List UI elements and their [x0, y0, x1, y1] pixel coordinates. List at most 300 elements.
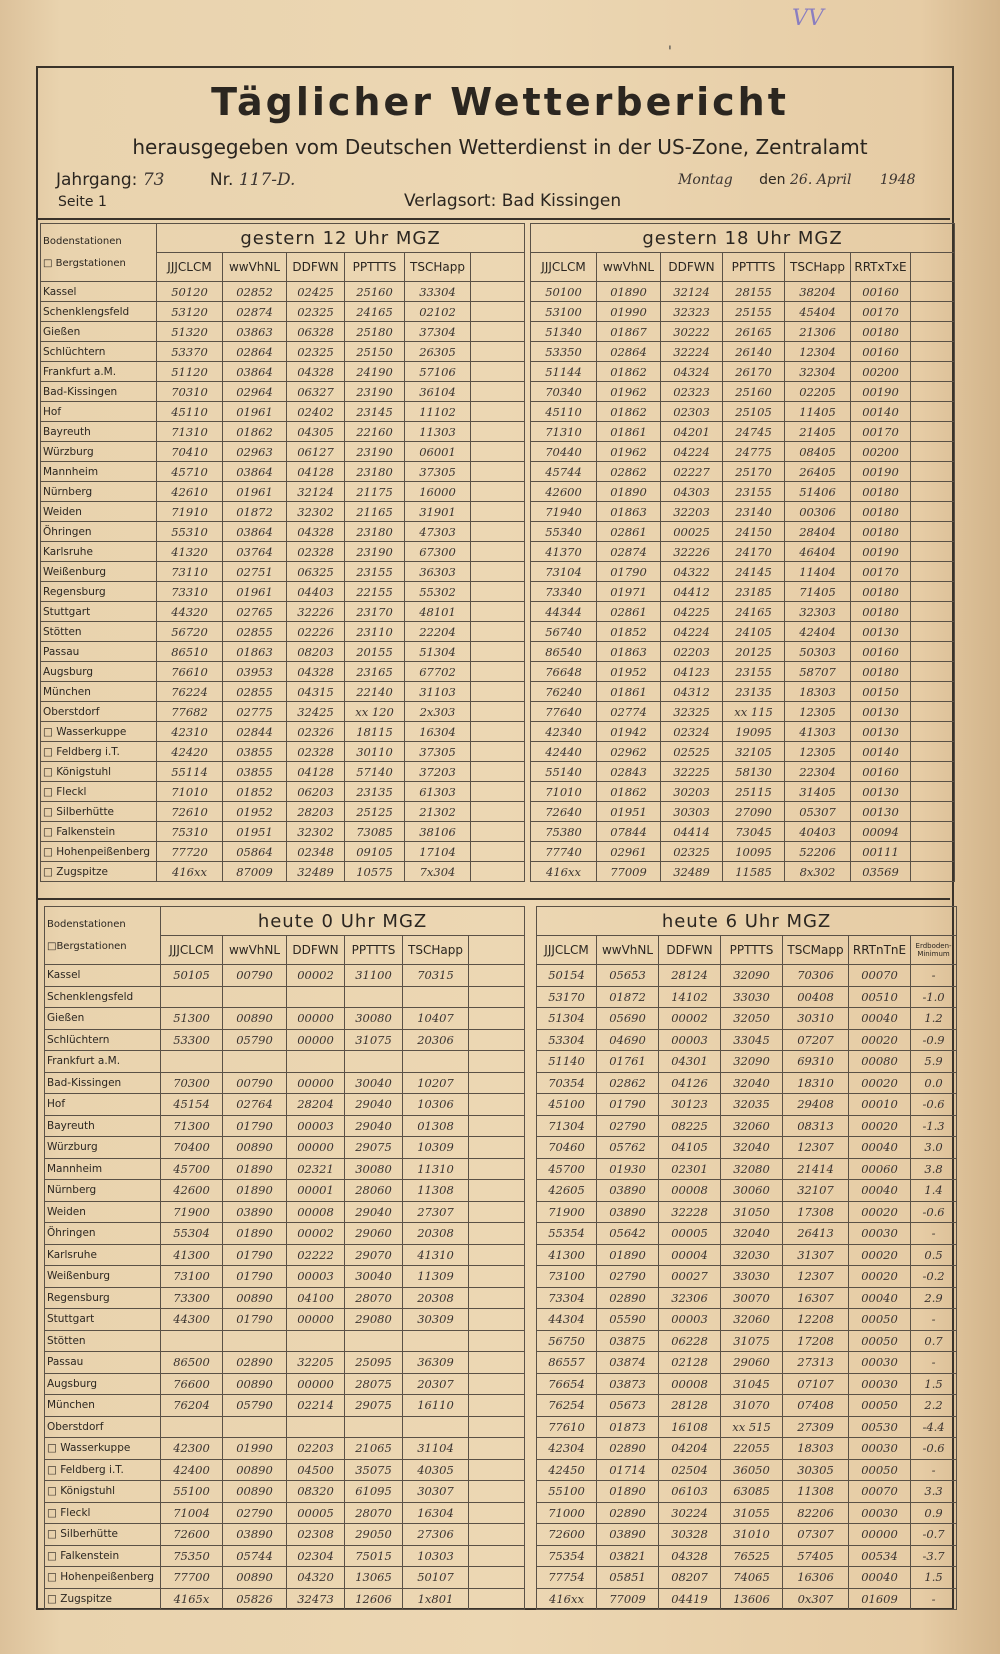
blank-cell: [471, 662, 525, 682]
value-cell: 00070: [849, 965, 911, 987]
value-cell: 73310: [157, 582, 223, 602]
value-cell: 01951: [597, 802, 661, 822]
table-row: [45, 965, 525, 987]
table-row: [531, 322, 955, 342]
value-cell: 00130: [851, 702, 911, 722]
value-cell: 03855: [223, 742, 287, 762]
value-cell: 44300: [161, 1309, 223, 1331]
value-cell: 18310: [783, 1072, 849, 1094]
value-cell: 12307: [783, 1137, 849, 1159]
value-cell: 05826: [223, 1588, 287, 1610]
blank-cell: [471, 722, 525, 742]
value-cell: 02890: [223, 1352, 287, 1374]
blank-cell: [469, 1524, 525, 1546]
table-heute-6: [536, 906, 957, 1610]
value-cell: 00003: [659, 1029, 721, 1051]
value-cell: 24170: [723, 542, 785, 562]
value-cell: 02775: [223, 702, 287, 722]
table-row: [41, 682, 525, 702]
table-row: [41, 782, 525, 802]
value-cell: 16110: [403, 1395, 469, 1417]
value-cell: -: [911, 1223, 957, 1245]
value-cell: 04105: [659, 1137, 721, 1159]
value-cell: 3.3: [911, 1481, 957, 1503]
value-cell: 01714: [597, 1459, 659, 1481]
value-cell: 03855: [223, 762, 287, 782]
value-cell: 73045: [723, 822, 785, 842]
table-row: [41, 402, 525, 422]
table-row: [531, 782, 955, 802]
blank-cell: [471, 502, 525, 522]
column-header: wwVhNL: [597, 936, 659, 965]
value-cell: 03864: [223, 462, 287, 482]
value-cell: 28075: [345, 1373, 403, 1395]
value-cell: 02855: [223, 622, 287, 642]
value-cell: 30080: [345, 1008, 403, 1030]
value-cell: 00200: [851, 442, 911, 462]
value-cell: 00200: [851, 362, 911, 382]
value-cell: 03875: [597, 1330, 659, 1352]
value-cell: 16108: [659, 1416, 721, 1438]
value-cell: 30040: [345, 1266, 403, 1288]
value-cell: 50100: [531, 282, 597, 302]
value-cell: [223, 1330, 287, 1352]
table-row: [45, 1115, 525, 1137]
value-cell: 71900: [537, 1201, 597, 1223]
table-row: [41, 762, 525, 782]
jahrgang-value: 73: [142, 170, 165, 190]
value-cell: 50107: [403, 1567, 469, 1589]
value-cell: 01952: [223, 802, 287, 822]
value-cell: 00180: [851, 322, 911, 342]
value-cell: 27307: [403, 1201, 469, 1223]
value-cell: 21175: [345, 482, 405, 502]
value-cell: 04224: [661, 622, 723, 642]
value-cell: 67702: [405, 662, 471, 682]
table-row: [531, 762, 955, 782]
table-row: [41, 362, 525, 382]
value-cell: 77700: [161, 1567, 223, 1589]
value-cell: 55302: [405, 582, 471, 602]
blank-cell: [471, 282, 525, 302]
blank-cell: [469, 1051, 525, 1073]
jahrgang-line: [56, 170, 295, 190]
value-cell: 42340: [531, 722, 597, 742]
value-cell: 00180: [851, 662, 911, 682]
blank-cell: [911, 502, 955, 522]
value-cell: 50154: [537, 965, 597, 987]
station-name: Weißenburg: [41, 562, 157, 582]
value-cell: 31104: [403, 1438, 469, 1460]
value-cell: 01609: [849, 1588, 911, 1610]
value-cell: 03569: [851, 862, 911, 882]
table-row: [41, 382, 525, 402]
value-cell: 416xx: [537, 1588, 597, 1610]
value-cell: 18303: [783, 1438, 849, 1460]
value-cell: 3.0: [911, 1137, 957, 1159]
blank-cell: [469, 1115, 525, 1137]
table-row: [45, 1395, 525, 1417]
table-row: [531, 502, 955, 522]
value-cell: 30222: [661, 322, 723, 342]
value-cell: 77720: [157, 842, 223, 862]
table-row: [45, 1481, 525, 1503]
value-cell: 01761: [597, 1051, 659, 1073]
value-cell: 53100: [531, 302, 597, 322]
value-cell: 03890: [223, 1524, 287, 1546]
table-row: [41, 282, 525, 302]
value-cell: 76525: [721, 1545, 783, 1567]
blank-cell: [471, 482, 525, 502]
value-cell: 29050: [345, 1524, 403, 1546]
blank-cell: [469, 1287, 525, 1309]
table-row: [531, 822, 955, 842]
value-cell: 32226: [287, 602, 345, 622]
table-row: [45, 1051, 525, 1073]
table-row: [537, 1330, 957, 1352]
blank-cell: [471, 462, 525, 482]
station-name: Bad-Kissingen: [41, 382, 157, 402]
column-header: wwVhNL: [597, 253, 661, 282]
value-cell: 00890: [223, 1373, 287, 1395]
table-row: [537, 1459, 957, 1481]
value-cell: 44304: [537, 1309, 597, 1331]
value-cell: 58130: [723, 762, 785, 782]
value-cell: 02855: [223, 682, 287, 702]
value-cell: 02525: [661, 742, 723, 762]
value-cell: 08320: [287, 1481, 345, 1503]
value-cell: 00160: [851, 342, 911, 362]
value-cell: 02328: [287, 742, 345, 762]
table-row: [537, 1094, 957, 1116]
value-cell: 29040: [345, 1094, 403, 1116]
value-cell: 29075: [345, 1395, 403, 1417]
blank-header-cell: [469, 936, 525, 965]
value-cell: 31307: [783, 1244, 849, 1266]
table-row: [41, 802, 525, 822]
table-row: [41, 502, 525, 522]
value-cell: 29075: [345, 1137, 403, 1159]
value-cell: 00180: [851, 582, 911, 602]
blank-cell: [469, 1502, 525, 1524]
table-row: [531, 702, 955, 722]
value-cell: 36303: [405, 562, 471, 582]
value-cell: 50120: [157, 282, 223, 302]
station-name: Bayreuth: [45, 1115, 161, 1137]
blank-cell: [911, 282, 955, 302]
value-cell: 75354: [537, 1545, 597, 1567]
table-row: [531, 682, 955, 702]
value-cell: 32035: [721, 1094, 783, 1116]
column-header: JJJCLCM: [157, 253, 223, 282]
value-cell: 30203: [661, 782, 723, 802]
table-row: [537, 1438, 957, 1460]
value-cell: 33030: [721, 986, 783, 1008]
value-cell: 01961: [223, 582, 287, 602]
blank-cell: [469, 1029, 525, 1051]
station-header-berg: □Bergstationen: [47, 940, 127, 952]
table-row: [45, 1567, 525, 1589]
value-cell: 23110: [345, 622, 405, 642]
value-cell: [403, 1051, 469, 1073]
value-cell: 00030: [849, 1502, 911, 1524]
value-cell: 56740: [531, 622, 597, 642]
value-cell: 42300: [161, 1438, 223, 1460]
value-cell: 53300: [161, 1029, 223, 1051]
value-cell: 03821: [597, 1545, 659, 1567]
table-row: [531, 402, 955, 422]
value-cell: 77640: [531, 702, 597, 722]
value-cell: 45744: [531, 462, 597, 482]
value-cell: 37305: [405, 742, 471, 762]
station-name: □ Königstuhl: [45, 1481, 161, 1503]
value-cell: 42450: [537, 1459, 597, 1481]
table-row: [537, 1223, 957, 1245]
value-cell: 75015: [345, 1545, 403, 1567]
value-cell: 70410: [157, 442, 223, 462]
blank-cell: [911, 362, 955, 382]
value-cell: 00050: [849, 1309, 911, 1331]
value-cell: 23180: [345, 462, 405, 482]
value-cell: 29060: [721, 1352, 783, 1374]
blank-cell: [911, 422, 955, 442]
value-cell: 31405: [785, 782, 851, 802]
value-cell: 24165: [723, 602, 785, 622]
value-cell: 02222: [287, 1244, 345, 1266]
value-cell: 32040: [721, 1223, 783, 1245]
den-label: den: [759, 172, 786, 188]
value-cell: 08203: [287, 642, 345, 662]
value-cell: 08225: [659, 1115, 721, 1137]
value-cell: 71304: [537, 1115, 597, 1137]
value-cell: 24190: [345, 362, 405, 382]
value-cell: 00027: [659, 1266, 721, 1288]
value-cell: 0.0: [911, 1072, 957, 1094]
table-row: [45, 1223, 525, 1245]
value-cell: 01790: [597, 562, 661, 582]
blank-cell: [911, 522, 955, 542]
value-cell: 82206: [783, 1502, 849, 1524]
value-cell: 24165: [345, 302, 405, 322]
blank-cell: [471, 542, 525, 562]
blank-cell: [911, 542, 955, 562]
table-row: [41, 422, 525, 442]
column-header: RRTxTxE: [851, 253, 911, 282]
value-cell: 00150: [851, 682, 911, 702]
column-header: JJJCLCM: [531, 253, 597, 282]
value-cell: 05673: [597, 1395, 659, 1417]
value-cell: 01790: [223, 1244, 287, 1266]
value-cell: 45100: [537, 1094, 597, 1116]
value-cell: 00890: [223, 1008, 287, 1030]
value-cell: 00008: [659, 1180, 721, 1202]
value-cell: 06103: [659, 1481, 721, 1503]
value-cell: xx 120: [345, 702, 405, 722]
blank-cell: [911, 482, 955, 502]
blank-cell: [911, 622, 955, 642]
value-cell: 03890: [223, 1201, 287, 1223]
value-cell: [403, 1416, 469, 1438]
table-row: [537, 1158, 957, 1180]
value-cell: 02844: [223, 722, 287, 742]
value-cell: 42310: [157, 722, 223, 742]
station-name: Karlsruhe: [45, 1244, 161, 1266]
value-cell: 51304: [405, 642, 471, 662]
table-row: [45, 1330, 525, 1352]
value-cell: 75310: [157, 822, 223, 842]
value-cell: 21302: [405, 802, 471, 822]
value-cell: 32302: [287, 502, 345, 522]
value-cell: 04315: [287, 682, 345, 702]
value-cell: 51120: [157, 362, 223, 382]
station-name: Weißenburg: [45, 1266, 161, 1288]
value-cell: 05864: [223, 842, 287, 862]
value-cell: 04312: [661, 682, 723, 702]
value-cell: 02864: [597, 342, 661, 362]
value-cell: 40403: [785, 822, 851, 842]
value-cell: 01873: [597, 1416, 659, 1438]
value-cell: 03874: [597, 1352, 659, 1374]
value-cell: 23185: [723, 582, 785, 602]
value-cell: 01790: [597, 1094, 659, 1116]
blank-cell: [911, 702, 955, 722]
value-cell: 02751: [223, 562, 287, 582]
value-cell: 04201: [661, 422, 723, 442]
table-row: [537, 1502, 957, 1524]
value-cell: 01890: [597, 482, 661, 502]
table-row: [45, 1137, 525, 1159]
table-row: [531, 582, 955, 602]
value-cell: 30110: [345, 742, 405, 762]
value-cell: 00060: [849, 1158, 911, 1180]
value-cell: 07408: [783, 1395, 849, 1417]
value-cell: 32473: [287, 1588, 345, 1610]
blank-cell: [469, 1416, 525, 1438]
value-cell: 20307: [403, 1373, 469, 1395]
value-cell: 31070: [721, 1395, 783, 1417]
table-row: [537, 1481, 957, 1503]
value-cell: 00020: [849, 1201, 911, 1223]
value-cell: 77754: [537, 1567, 597, 1589]
blank-cell: [911, 862, 955, 882]
value-cell: 75350: [161, 1545, 223, 1567]
blank-cell: [911, 822, 955, 842]
value-cell: 17308: [783, 1201, 849, 1223]
value-cell: 01990: [597, 302, 661, 322]
value-cell: [223, 986, 287, 1008]
blank-cell: [469, 1094, 525, 1116]
tick-mark: ': [668, 44, 672, 60]
value-cell: 27309: [783, 1416, 849, 1438]
table-row: [41, 642, 525, 662]
value-cell: 17208: [783, 1330, 849, 1352]
value-cell: 10095: [723, 842, 785, 862]
value-cell: 01962: [597, 382, 661, 402]
column-header: TSCHapp: [405, 253, 471, 282]
blank-cell: [911, 842, 955, 862]
blank-cell: [469, 1158, 525, 1180]
value-cell: 00030: [849, 1352, 911, 1374]
value-cell: 00001: [287, 1180, 345, 1202]
station-name: Schlüchtern: [45, 1029, 161, 1051]
value-cell: 416xx: [157, 862, 223, 882]
verlagsort: Verlagsort: Bad Kissingen: [404, 191, 622, 211]
value-cell: 12307: [783, 1266, 849, 1288]
value-cell: 70460: [537, 1137, 597, 1159]
table-row: [45, 1094, 525, 1116]
value-cell: 16000: [405, 482, 471, 502]
blank-cell: [911, 462, 955, 482]
value-cell: 04303: [661, 482, 723, 502]
table-row: [537, 1309, 957, 1331]
station-name: Mannheim: [45, 1158, 161, 1180]
value-cell: 73110: [157, 562, 223, 582]
value-cell: 32105: [723, 742, 785, 762]
value-cell: 07307: [783, 1524, 849, 1546]
column-header: TSCHapp: [403, 936, 469, 965]
blank-cell: [469, 1588, 525, 1610]
value-cell: 53350: [531, 342, 597, 362]
value-cell: 00130: [851, 622, 911, 642]
table-row: [531, 662, 955, 682]
value-cell: 77610: [537, 1416, 597, 1438]
station-name: Schenklengsfeld: [41, 302, 157, 322]
value-cell: [161, 1051, 223, 1073]
station-name: Gießen: [45, 1008, 161, 1030]
value-cell: 23135: [345, 782, 405, 802]
value-cell: 00003: [659, 1309, 721, 1331]
value-cell: 37304: [405, 322, 471, 342]
table-row: [45, 1244, 525, 1266]
value-cell: 45700: [161, 1158, 223, 1180]
value-cell: 32325: [661, 702, 723, 722]
station-name: Öhringen: [41, 522, 157, 542]
column-header: Erdboden-Minimum: [911, 936, 957, 965]
blank-cell: [471, 782, 525, 802]
blank-cell: [469, 1201, 525, 1223]
station-name: □ Feldberg i.T.: [41, 742, 157, 762]
value-cell: 00190: [851, 382, 911, 402]
value-cell: 51320: [157, 322, 223, 342]
blank-cell: [471, 522, 525, 542]
value-cell: 05590: [597, 1309, 659, 1331]
value-cell: 01863: [597, 502, 661, 522]
value-cell: 00000: [287, 1137, 345, 1159]
value-cell: 55100: [161, 1481, 223, 1503]
value-cell: 05307: [785, 802, 851, 822]
value-cell: 26165: [723, 322, 785, 342]
table-row: [537, 1137, 957, 1159]
value-cell: 48101: [405, 602, 471, 622]
value-cell: 01890: [597, 1481, 659, 1503]
middle-rule: [36, 898, 950, 900]
value-cell: -0.9: [911, 1029, 957, 1051]
table-row: [41, 722, 525, 742]
blank-cell: [911, 582, 955, 602]
value-cell: 31103: [405, 682, 471, 702]
value-cell: 73085: [345, 822, 405, 842]
blank-cell: [471, 322, 525, 342]
value-cell: 30307: [403, 1481, 469, 1503]
table-row: [531, 542, 955, 562]
value-cell: 0x307: [783, 1588, 849, 1610]
station-name: □ Feldberg i.T.: [45, 1459, 161, 1481]
value-cell: 70300: [161, 1072, 223, 1094]
value-cell: 00094: [851, 822, 911, 842]
value-cell: 67300: [405, 542, 471, 562]
column-header: wwVhNL: [223, 936, 287, 965]
station-name: □ Fleckl: [45, 1502, 161, 1524]
